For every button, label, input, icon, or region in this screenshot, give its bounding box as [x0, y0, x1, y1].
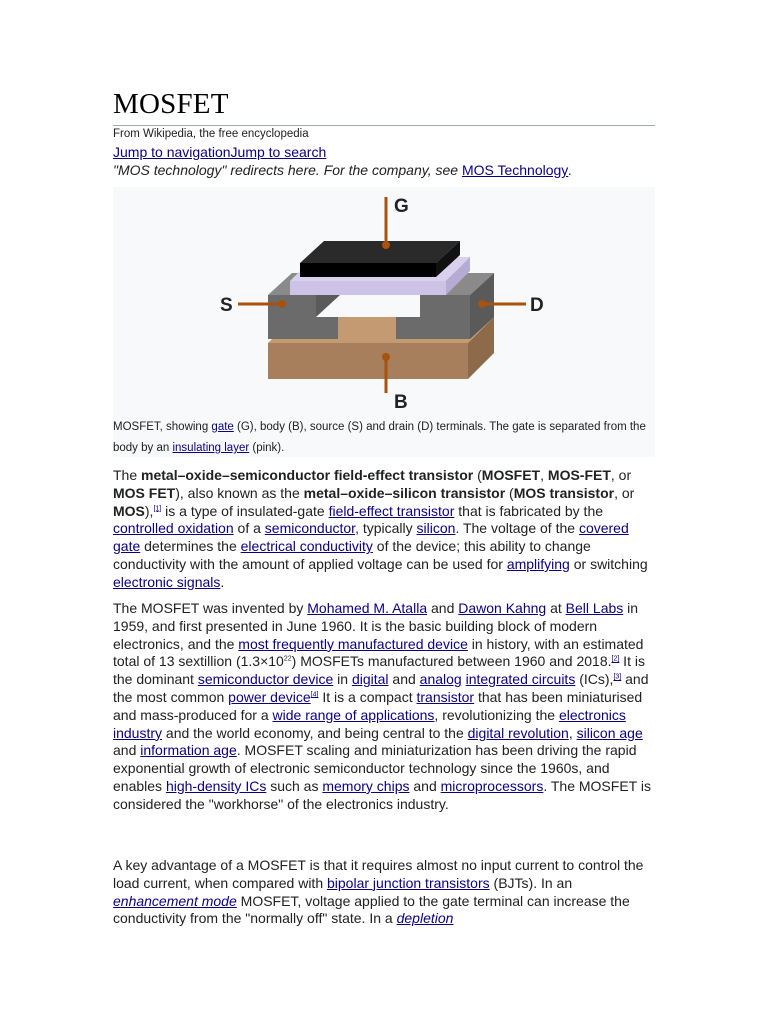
- mosfet-diagram[interactable]: [220, 187, 548, 417]
- bold-term: MOS transistor: [513, 484, 615, 501]
- text: A key advantage of a MOSFET is that it requires almost no input current to control the load current, when compared with: [113, 857, 644, 891]
- memory-chips-link[interactable]: memory chips: [322, 777, 410, 794]
- body-label: B: [394, 392, 408, 413]
- text: determines the: [140, 538, 241, 555]
- drain-contact: [478, 300, 486, 308]
- text: . The MOSFET is considered the "workhorse" of the electronics industry.: [113, 777, 651, 812]
- high-density-ics-link[interactable]: high-density ICs: [165, 777, 267, 794]
- applications-link[interactable]: wide range of applications: [272, 706, 435, 723]
- text: ) MOSFETs manufactured between 1960 and 2018.: [291, 653, 612, 670]
- text: .: [220, 573, 225, 590]
- depletion-link[interactable]: depletion: [396, 910, 454, 927]
- integrated-circuits-link[interactable]: integrated circuits: [465, 671, 576, 688]
- bold-term: MOSFET: [481, 467, 541, 483]
- drain-front-face: [396, 295, 470, 339]
- text: ,: [540, 467, 548, 483]
- text: (: [505, 484, 514, 501]
- text: and: [409, 777, 441, 794]
- text: , or: [610, 467, 632, 483]
- digital-revolution-link[interactable]: digital revolution: [467, 724, 569, 741]
- text: It is a compact: [318, 688, 417, 705]
- power-device-link[interactable]: power device: [228, 688, 311, 705]
- bold-term: MOS FET: [113, 484, 176, 501]
- hatnote: [113, 162, 572, 178]
- mosfet-figure: [113, 187, 655, 457]
- figure-caption: [113, 417, 655, 459]
- caption-text: (pink).: [249, 442, 285, 454]
- text: in 1959, and first presented in June 1960. It is the basic building block of modern electronics, and the: [113, 600, 639, 652]
- text: . MOSFET scaling and miniaturization has been driving the rapid exponential growth of electronic semiconductor technology since the 1960s, and enables: [113, 742, 637, 794]
- drain-label: D: [530, 295, 544, 316]
- covered-gate-link[interactable]: covered gate: [113, 520, 629, 555]
- body-front-face: [268, 343, 468, 379]
- text: at: [546, 600, 566, 616]
- text: The: [113, 467, 142, 483]
- text: . The voltage of the: [455, 520, 579, 537]
- paragraph-intro: [113, 467, 655, 592]
- bold-term: metal–oxide–semiconductor field-effect transistor: [141, 467, 474, 483]
- reference-link[interactable]: [3]: [613, 673, 622, 681]
- text: MOSFET, voltage applied to the gate terminal can increase the conductivity from the "normally off" state. In a: [113, 892, 630, 927]
- bold-term: MOS: [113, 502, 145, 519]
- caption-text: MOSFET, showing: [113, 421, 212, 433]
- bold-term: MOS-FET: [547, 467, 611, 483]
- semiconductor-link[interactable]: semiconductor: [264, 520, 356, 537]
- paragraph-history: [113, 600, 655, 814]
- semiconductor-device-link[interactable]: semiconductor device: [197, 671, 334, 688]
- gate-front-face: [300, 263, 436, 277]
- text: of a: [233, 520, 265, 537]
- text: that is fabricated by the: [454, 502, 604, 519]
- bold-term: metal–oxide–silicon transistor: [303, 484, 506, 501]
- text: , revolutionizing the: [434, 706, 559, 723]
- analog-link[interactable]: analog: [419, 671, 462, 688]
- text: ,: [568, 724, 577, 741]
- text: (ICs),: [575, 671, 614, 688]
- text: and the world economy, and being central to the: [162, 724, 468, 741]
- text: and: [388, 671, 420, 688]
- jump-to-navigation-link[interactable]: Jump to navigation: [113, 144, 231, 160]
- digital-link[interactable]: digital: [351, 671, 389, 688]
- source-label: S: [220, 295, 233, 316]
- text: (: [473, 467, 482, 483]
- reference-link[interactable]: [1]: [153, 504, 162, 512]
- jump-to-search-link[interactable]: Jump to search: [230, 144, 327, 160]
- title-divider: [113, 125, 655, 126]
- text: and the most common: [113, 671, 649, 705]
- silicon-link[interactable]: silicon: [416, 520, 456, 537]
- text: that has been miniaturised and mass-produced for a: [113, 688, 643, 723]
- text: or switching: [569, 555, 648, 572]
- dawon-kahng-link[interactable]: Dawon Kahng: [458, 600, 547, 616]
- text: in history, with an estimated total of 13 sextillion (1.3×10: [113, 635, 644, 670]
- text: in: [333, 671, 352, 688]
- text: and: [113, 742, 141, 759]
- field-effect-transistor-link[interactable]: field-effect transistor: [328, 502, 455, 519]
- most-manufactured-device-link[interactable]: most frequently manufactured device: [238, 635, 468, 652]
- insulating-layer-link[interactable]: insulating layer: [172, 442, 250, 454]
- controlled-oxidation-link[interactable]: controlled oxidation: [113, 520, 234, 537]
- bell-labs-link[interactable]: Bell Labs: [565, 600, 624, 616]
- enhancement-mode-link[interactable]: enhancement mode: [113, 892, 237, 909]
- gate-link[interactable]: gate: [211, 421, 234, 433]
- bipolar-junction-transistors-link[interactable]: bipolar junction transistors: [327, 874, 490, 891]
- exponent: 22: [283, 655, 292, 663]
- mohamed-atalla-link[interactable]: Mohamed M. Atalla: [307, 600, 428, 616]
- electronics-industry-link[interactable]: electronics industry: [113, 706, 626, 741]
- gate-top-face: [300, 241, 460, 263]
- body-contact: [382, 353, 390, 361]
- amplifying-link[interactable]: amplifying: [506, 555, 570, 572]
- hatnote-text: "MOS technology" redirects here. For the company, see: [113, 162, 462, 178]
- text: of the device; this ability to change conductivity with the amount of applied voltage can be used for: [113, 538, 591, 572]
- silicon-age-link[interactable]: silicon age: [576, 724, 643, 741]
- reference-link[interactable]: [2]: [611, 655, 620, 663]
- text: is a type of insulated-gate: [161, 502, 329, 519]
- gate-label: G: [394, 196, 409, 217]
- source-contact: [278, 300, 286, 308]
- text: such as: [266, 777, 323, 794]
- text: The MOSFET was invented by: [113, 600, 308, 616]
- jump-links: [113, 144, 326, 160]
- text: and: [427, 600, 459, 616]
- text: (BJTs). In an: [489, 874, 573, 891]
- text: ),: [144, 502, 154, 519]
- paragraph-advantage: [113, 857, 655, 928]
- electronic-signals-link[interactable]: electronic signals: [113, 573, 221, 590]
- hatnote-end: .: [568, 162, 573, 178]
- reference-link[interactable]: [4]: [310, 691, 319, 699]
- transistor-link[interactable]: transistor: [416, 688, 475, 705]
- text: , or: [614, 484, 635, 501]
- site-tagline: From Wikipedia, the free encyclopedia: [113, 128, 309, 140]
- gate-contact: [382, 241, 390, 249]
- text: ), also known as the: [175, 484, 304, 501]
- caption-text: (G), body (B), source (S) and drain (D) terminals. The gate is separated from the body by an: [113, 421, 646, 454]
- information-age-link[interactable]: information age: [140, 742, 237, 759]
- text: It is the dominant: [113, 653, 645, 688]
- mos-technology-link[interactable]: MOS Technology: [461, 162, 569, 178]
- electrical-conductivity-link[interactable]: electrical conductivity: [240, 538, 373, 555]
- microprocessors-link[interactable]: microprocessors: [440, 777, 544, 794]
- text: , typically: [355, 520, 417, 537]
- page-title: MOSFET: [113, 88, 229, 120]
- insulator-front-face: [290, 281, 446, 295]
